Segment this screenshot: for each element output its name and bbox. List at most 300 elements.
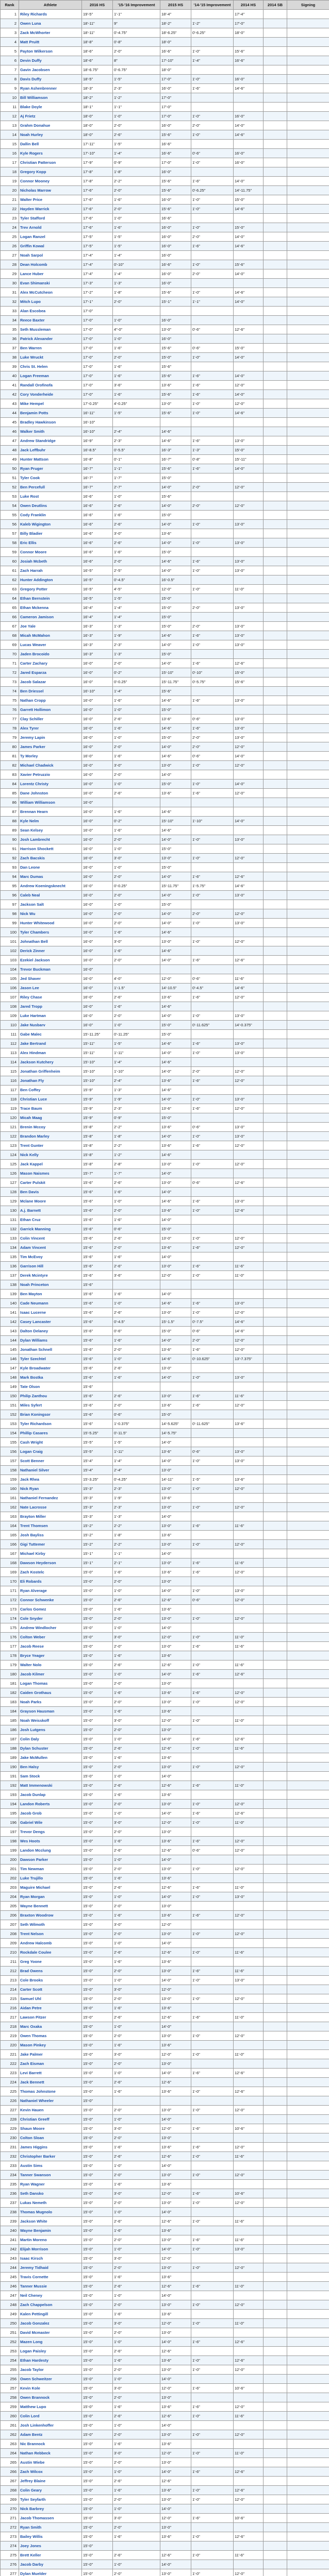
improvement-15-16-cell: 0'-4.5"	[113, 1317, 160, 1327]
rank-cell: 231	[1, 2143, 19, 2152]
rank-cell: 175	[1, 1623, 19, 1633]
hs-2016-cell: 15'-0"	[82, 2254, 113, 2263]
sb-2014-cell	[264, 1688, 287, 1698]
improvement-15-16-cell: 1'-4"	[113, 687, 160, 696]
improvement-15-16-cell: 2'-6"	[113, 2412, 160, 2421]
hs-2015-cell: 15'-0"	[160, 705, 191, 715]
hs-2016-cell: 15'-9"	[82, 1086, 113, 1095]
table-row	[1, 2310, 329, 2319]
hs-2016-cell: 16'-0"	[82, 854, 113, 863]
sb-2014-cell	[264, 1939, 287, 1948]
improvement-14-15-cell: 2'-0"	[191, 232, 234, 242]
improvement-14-15-cell: 0'-6"	[191, 1447, 234, 1456]
rank-cell: 178	[1, 1651, 19, 1660]
hs-2014-cell: 14'-0"	[234, 297, 264, 307]
rank-cell: 111	[1, 1030, 19, 1039]
improvement-14-15-cell: 0'-6"	[191, 344, 234, 353]
hs-2015-cell: 14'-0"	[160, 1549, 191, 1558]
hs-2016-cell: 15'-0"	[82, 2069, 113, 2078]
improvement-15-16-cell: 1'-6"	[113, 1290, 160, 1299]
signing-cell	[287, 1716, 329, 1725]
hs-2016-cell: 17'-8"	[82, 177, 113, 186]
hs-2016-cell: 15'-0"	[82, 1605, 113, 1614]
hs-2016-cell: 15'-0"	[82, 1670, 113, 1679]
hs-2015-cell: 13'-0"	[160, 1484, 191, 1494]
hs-2016-cell: 17'-6"	[82, 205, 113, 214]
rank-cell: 45	[1, 418, 19, 427]
hs-2015-cell: 13'-0"	[160, 2393, 191, 2402]
sb-2014-cell	[264, 1290, 287, 1299]
improvement-15-16-cell: 3'-0"	[113, 1633, 160, 1642]
improvement-14-15-cell	[191, 687, 234, 696]
hs-2014-cell: 13'-0"	[234, 1197, 264, 1206]
hs-2016-cell: 15'-0"	[82, 2245, 113, 2254]
signing-cell	[287, 844, 329, 854]
improvement-14-15-cell	[191, 2180, 234, 2189]
header-2016-hs[interactable]: 2016 HS	[82, 1, 113, 10]
improvement-14-15-cell	[191, 1225, 234, 1234]
improvement-14-15-cell: 1'-6"	[191, 2467, 234, 2477]
signing-cell	[287, 1725, 329, 1735]
athlete-cell: Andrew Windlocher	[19, 1623, 82, 1633]
rank-cell: 265	[1, 2458, 19, 2467]
hs-2014-cell: 13'-0"	[234, 2245, 264, 2254]
signing-cell	[287, 1633, 329, 1642]
sb-2014-cell	[264, 2208, 287, 2217]
hs-2014-cell: 12'-0"	[234, 909, 264, 919]
table-row	[1, 325, 329, 334]
rank-cell: 117	[1, 1086, 19, 1095]
athlete-cell: Logan Ranzel	[19, 232, 82, 242]
signing-cell	[287, 937, 329, 946]
hs-2016-cell: 15'-4"	[82, 1456, 113, 1466]
improvement-14-15-cell: 1'-0"	[191, 585, 234, 594]
hs-2016-cell: 15'-6"	[82, 1345, 113, 1354]
signing-cell	[287, 307, 329, 316]
improvement-15-16-cell: 2'-0"	[113, 1902, 160, 1911]
table-row	[1, 585, 329, 594]
improvement-15-16-cell: 1'-6"	[113, 2226, 160, 2235]
improvement-15-16-cell: 1'-6"	[113, 1911, 160, 1920]
hs-2014-cell: 12'-0"	[234, 1540, 264, 1549]
sb-2014-cell	[264, 1948, 287, 1957]
sb-2014-cell	[264, 854, 287, 863]
improvement-14-15-cell	[191, 770, 234, 779]
header-2015-hs[interactable]: 2015 HS	[160, 1, 191, 10]
sb-2014-cell	[264, 1698, 287, 1707]
signing-cell	[287, 353, 329, 362]
hs-2014-cell	[234, 214, 264, 223]
improvement-15-16-cell: 0'-1"	[113, 455, 160, 464]
signing-cell	[287, 2356, 329, 2365]
athlete-cell: Josiah Mcbeth	[19, 557, 82, 566]
header-rank[interactable]: Rank	[1, 1, 19, 10]
athlete-cell: Brandon Marley	[19, 1132, 82, 1141]
hs-2016-cell: 15'-0"	[82, 2059, 113, 2069]
hs-2015-cell: 13'-6"	[160, 1568, 191, 1577]
hs-2015-cell: 14'-0"	[160, 501, 191, 511]
hs-2015-cell: 15'-0"	[160, 603, 191, 613]
improvement-15-16-cell: 2'-4"	[113, 1466, 160, 1475]
improvement-15-16-cell: 1'-6"	[113, 2143, 160, 2152]
improvement-14-15-cell	[191, 1030, 234, 1039]
athlete-cell: Landon Mcclung	[19, 1846, 82, 1855]
athlete-cell: Zach Eisman	[19, 2059, 82, 2069]
athlete-cell: Walker Smith	[19, 427, 82, 436]
sb-2014-cell	[264, 909, 287, 919]
hs-2016-cell: 15'-0"	[82, 1735, 113, 1744]
signing-cell	[287, 1345, 329, 1354]
header-2014-hs[interactable]: 2014 HS	[234, 1, 264, 10]
rank-cell: 79	[1, 733, 19, 742]
hs-2015-cell: 12'-0"	[160, 1716, 191, 1725]
athlete-cell: Patrick Alexander	[19, 334, 82, 344]
improvement-15-16-cell: 1'-6"	[113, 826, 160, 835]
hs-2014-cell: 17'-0"	[234, 19, 264, 28]
athlete-cell: Zack McWhorter	[19, 28, 82, 38]
rank-cell: 67	[1, 622, 19, 631]
hs-2015-cell: 13'-0"	[160, 2430, 191, 2439]
rank-cell: 60	[1, 557, 19, 566]
improvement-14-15-cell: 1'-0"	[191, 1503, 234, 1512]
rank-cell: 241	[1, 2235, 19, 2245]
signing-cell	[287, 1419, 329, 1429]
hs-2015-cell: 14'-6"	[160, 436, 191, 446]
sb-2014-cell	[264, 687, 287, 696]
sb-2014-cell	[264, 872, 287, 882]
hs-2015-cell: 16'-0"	[160, 279, 191, 288]
signing-cell	[287, 974, 329, 984]
signing-cell	[287, 1670, 329, 1679]
sb-2014-cell	[264, 2569, 287, 2576]
improvement-15-16-cell: 2'-0"	[113, 2458, 160, 2467]
hs-2015-cell: 13'-0"	[160, 1392, 191, 1401]
improvement-15-16-cell: 1'-0"	[113, 1586, 160, 1596]
sb-2014-cell	[264, 984, 287, 993]
hs-2014-cell	[234, 1382, 264, 1392]
improvement-14-15-cell	[191, 167, 234, 177]
table-row	[1, 622, 329, 631]
table-row	[1, 2115, 329, 2124]
sb-2014-cell	[264, 279, 287, 288]
hs-2014-cell: 12'-6"	[234, 1735, 264, 1744]
athlete-cell: Sam Stock	[19, 1772, 82, 1781]
improvement-14-15-cell: 2'-0"	[191, 121, 234, 130]
improvement-15-16-cell: 8"	[113, 56, 160, 65]
improvement-15-16-cell: 3'-0"	[113, 2050, 160, 2059]
hs-2014-cell: 11'-6"	[234, 1392, 264, 1401]
hs-2014-cell	[234, 1252, 264, 1262]
hs-2016-cell: 16'-10"	[82, 418, 113, 427]
rank-cell: 122	[1, 1132, 19, 1141]
improvement-15-16-cell: 2'-6"	[113, 520, 160, 529]
hs-2015-cell: 15'-6"	[160, 371, 191, 381]
improvement-14-15-cell: 1'-0"	[191, 937, 234, 946]
athlete-cell: Josh Lambrecht	[19, 835, 82, 844]
sb-2014-cell	[264, 2449, 287, 2458]
table-row	[1, 1929, 329, 1939]
hs-2016-cell: 16'-0"	[82, 993, 113, 1002]
athlete-cell: Jonathan Fly	[19, 1076, 82, 1086]
rank-cell: 23	[1, 214, 19, 223]
signing-cell	[287, 1030, 329, 1039]
athlete-cell: Jacob Darby	[19, 2560, 82, 2569]
signing-cell	[287, 872, 329, 882]
improvement-14-15-cell	[191, 548, 234, 557]
hs-2016-cell: 16'-5"	[82, 575, 113, 585]
signing-cell	[287, 93, 329, 103]
improvement-15-16-cell: 2'-0"	[113, 956, 160, 965]
table-row	[1, 2569, 329, 2576]
sb-2014-cell	[264, 409, 287, 418]
sb-2014-cell	[264, 2069, 287, 2078]
sb-2014-cell	[264, 19, 287, 28]
improvement-15-16-cell: 2'-6"	[113, 2152, 160, 2161]
table-row	[1, 798, 329, 807]
sb-2014-cell	[264, 186, 287, 195]
rank-cell: 99	[1, 919, 19, 928]
improvement-14-15-cell: 1'-6"	[191, 557, 234, 566]
signing-cell	[287, 75, 329, 84]
improvement-14-15-cell	[191, 2458, 234, 2467]
signing-cell	[287, 2319, 329, 2328]
improvement-14-15-cell: 1'-0"	[191, 2050, 234, 2059]
hs-2014-cell: 10'-6"	[234, 2189, 264, 2198]
improvement-15-16-cell: 1'-0"	[113, 1670, 160, 1679]
improvement-14-15-cell: 1'-6"	[191, 1141, 234, 1150]
improvement-15-16-cell: 1'-5"	[113, 242, 160, 251]
sb-2014-cell	[264, 1985, 287, 1994]
hs-2015-cell: 12'-6"	[160, 2477, 191, 2486]
improvement-14-15-cell: 1'-0"	[191, 1308, 234, 1317]
sb-2014-cell	[264, 1234, 287, 1243]
hs-2014-cell: 13'-0"	[234, 1048, 264, 1058]
improvement-15-16-cell: 4"-0"	[113, 325, 160, 334]
hs-2015-cell: 12'-6"	[160, 1948, 191, 1957]
rank-cell: 142	[1, 1317, 19, 1327]
rank-cell: 128	[1, 1188, 19, 1197]
sb-2014-cell	[264, 269, 287, 279]
hs-2015-cell: 16'-0"	[160, 232, 191, 242]
improvement-14-15-cell: 1'-6"	[191, 789, 234, 798]
athlete-cell: Brian Koningsor	[19, 1410, 82, 1419]
athlete-cell: Ethan Bernstein	[19, 594, 82, 603]
signing-cell	[287, 1660, 329, 1670]
hs-2015-cell: 13'-0"	[160, 2031, 191, 2041]
hs-2016-cell: 18'-8"	[82, 38, 113, 47]
improvement-14-15-cell	[191, 103, 234, 112]
hs-2015-cell: 12'-6"	[160, 1781, 191, 1790]
hs-2016-cell: 15'-0"	[82, 1837, 113, 1846]
table-row	[1, 223, 329, 232]
hs-2014-cell: 12'-0"	[234, 2143, 264, 2152]
hs-2015-cell: 13'-6"	[160, 2004, 191, 2013]
improvement-15-16-cell: 1'-6"	[113, 1215, 160, 1225]
signing-cell	[287, 1141, 329, 1150]
sb-2014-cell	[264, 2421, 287, 2430]
rank-cell: 22	[1, 205, 19, 214]
hs-2015-cell: 14'-0"	[160, 835, 191, 844]
hs-2016-cell: 15'-9"	[82, 1095, 113, 1104]
improvement-15-16-cell: 0'-6"	[113, 1225, 160, 1234]
signing-cell	[287, 1438, 329, 1447]
hs-2015-cell: 15'-6"	[160, 687, 191, 696]
improvement-15-16-cell: 1'-5"	[113, 594, 160, 603]
improvement-15-16-cell: 3'-0"	[113, 937, 160, 946]
signing-cell	[287, 798, 329, 807]
improvement-15-16-cell	[113, 798, 160, 807]
signing-cell	[287, 1280, 329, 1290]
improvement-15-16-cell: 1'-0"	[113, 844, 160, 854]
rank-cell: 214	[1, 1985, 19, 1994]
hs-2016-cell: 15'-3"	[82, 1494, 113, 1503]
hs-2016-cell: 17'-4"	[82, 269, 113, 279]
table-row	[1, 2477, 329, 2486]
sb-2014-cell	[264, 1772, 287, 1781]
rank-cell: 237	[1, 2198, 19, 2208]
rank-cell: 89	[1, 826, 19, 835]
rank-cell: 192	[1, 1781, 19, 1790]
hs-2014-cell: 13'-7.375"	[234, 1354, 264, 1364]
hs-2015-cell: 13'-0"	[160, 1234, 191, 1243]
improvement-14-15-cell	[191, 1790, 234, 1800]
hs-2014-cell	[234, 798, 264, 807]
table-row	[1, 2439, 329, 2449]
improvement-15-16-cell: 2'-2"	[113, 1141, 160, 1150]
improvement-14-15-cell: 1'-10"	[191, 817, 234, 826]
hs-2016-cell: 16'-7"	[82, 464, 113, 473]
improvement-14-15-cell	[191, 2041, 234, 2050]
sb-2014-cell	[264, 1484, 287, 1494]
improvement-15-16-cell	[113, 2096, 160, 2106]
improvement-15-16-cell: 2'-6"	[113, 1744, 160, 1753]
sb-2014-cell	[264, 2347, 287, 2356]
table-row	[1, 251, 329, 260]
rank-cell: 203	[1, 1883, 19, 1892]
hs-2016-cell: 16'-10"	[82, 427, 113, 436]
signing-cell	[287, 1521, 329, 1531]
hs-2016-cell: 15'-0"	[82, 1660, 113, 1670]
hs-2016-cell: 15'-0"	[82, 1809, 113, 1818]
sb-2014-cell	[264, 1549, 287, 1558]
signing-cell	[287, 167, 329, 177]
improvement-14-15-cell: 1'-6"	[191, 1670, 234, 1679]
hs-2014-cell: 14'-6"	[234, 984, 264, 993]
hs-2015-cell: 13'-0"	[160, 2328, 191, 2337]
improvement-15-16-cell: 2'-0"	[113, 47, 160, 56]
improvement-15-16-cell: 2'-6"	[113, 1660, 160, 1670]
improvement-14-15-cell	[191, 1188, 234, 1197]
athlete-cell: Jake McMullen	[19, 1753, 82, 1762]
hs-2015-cell: 14'-0"	[160, 1188, 191, 1197]
hs-2016-cell: 17'-10"	[82, 149, 113, 158]
hs-2014-cell	[234, 65, 264, 75]
athlete-cell: Jackson Kutchery	[19, 1058, 82, 1067]
sb-2014-cell	[264, 1967, 287, 1976]
hs-2014-cell: 16'-6"	[234, 56, 264, 65]
sb-2014-cell	[264, 325, 287, 334]
rank-cell: 72	[1, 668, 19, 677]
table-row	[1, 1299, 329, 1308]
improvement-14-15-cell: 1'-6"	[191, 381, 234, 390]
hs-2016-cell: 16'-0"	[82, 863, 113, 872]
header-athlete[interactable]: Athlete	[19, 1, 82, 10]
signing-cell	[287, 1021, 329, 1030]
rank-cell: 47	[1, 436, 19, 446]
improvement-15-16-cell: 1'-0"	[113, 316, 160, 325]
hs-2016-cell: 15'-0"	[82, 1846, 113, 1855]
athlete-cell: Christopher Barker	[19, 2152, 82, 2161]
header-15-16-improvement[interactable]: '15-'16 Improvement	[113, 1, 160, 10]
rank-cell: 233	[1, 2161, 19, 2171]
header-signing[interactable]: Signing	[287, 1, 329, 10]
hs-2016-cell: 16'-0"	[82, 659, 113, 668]
table-row	[1, 1327, 329, 1336]
improvement-14-15-cell	[191, 928, 234, 937]
table-row	[1, 2282, 329, 2291]
table-row	[1, 2152, 329, 2161]
hs-2016-cell: 15'-0"	[82, 2078, 113, 2087]
hs-2014-cell: 12'-0"	[234, 2430, 264, 2439]
improvement-15-16-cell: 1'-6"	[113, 724, 160, 733]
rank-cell: 189	[1, 1753, 19, 1762]
hs-2014-cell: 13'-0"	[234, 640, 264, 650]
header-2014-sb[interactable]: 2014 SB	[264, 1, 287, 10]
header-14-15-improvement[interactable]: '14-'15 Improvement	[191, 1, 234, 10]
athlete-cell: Connor Moore	[19, 548, 82, 557]
sb-2014-cell	[264, 177, 287, 186]
table-row	[1, 28, 329, 38]
hs-2014-cell	[234, 2375, 264, 2384]
sb-2014-cell	[264, 1002, 287, 1011]
rank-cell: 38	[1, 353, 19, 362]
hs-2015-cell: 12'-0"	[160, 2384, 191, 2393]
athlete-cell: Ben Percefull	[19, 483, 82, 492]
hs-2014-cell: 10'-6"	[234, 2124, 264, 2133]
sb-2014-cell	[264, 353, 287, 362]
signing-cell	[287, 2551, 329, 2560]
table-row	[1, 1475, 329, 1484]
rank-cell: 150	[1, 1392, 19, 1401]
athlete-cell: Tyler Cook	[19, 473, 82, 483]
athlete-cell: Owen Luna	[19, 19, 82, 28]
hs-2014-cell: 12'-0"	[234, 1160, 264, 1169]
rank-cell: 106	[1, 984, 19, 993]
improvement-15-16-cell: 3'-0"	[113, 1920, 160, 1929]
improvement-15-16-cell: 1'-0"	[113, 214, 160, 223]
rank-cell: 49	[1, 455, 19, 464]
hs-2016-cell: 16'-0"	[82, 900, 113, 909]
signing-cell	[287, 891, 329, 900]
hs-2014-cell	[234, 511, 264, 520]
athlete-cell: Tyler Richardson	[19, 1419, 82, 1429]
signing-cell	[287, 251, 329, 260]
athlete-cell: Logan Freeman	[19, 371, 82, 381]
sb-2014-cell	[264, 548, 287, 557]
sb-2014-cell	[264, 2235, 287, 2245]
sb-2014-cell	[264, 1030, 287, 1039]
rank-cell: 136	[1, 1262, 19, 1271]
signing-cell	[287, 650, 329, 659]
signing-cell	[287, 1113, 329, 1123]
athlete-cell: Jacob Reese	[19, 1642, 82, 1651]
sb-2014-cell	[264, 2439, 287, 2449]
hs-2015-cell: 14'-6"	[160, 557, 191, 566]
improvement-14-15-cell: 1'-6"	[191, 1642, 234, 1651]
hs-2016-cell: 15'-0"	[82, 1698, 113, 1707]
hs-2014-cell	[234, 1939, 264, 1948]
sb-2014-cell	[264, 2171, 287, 2180]
